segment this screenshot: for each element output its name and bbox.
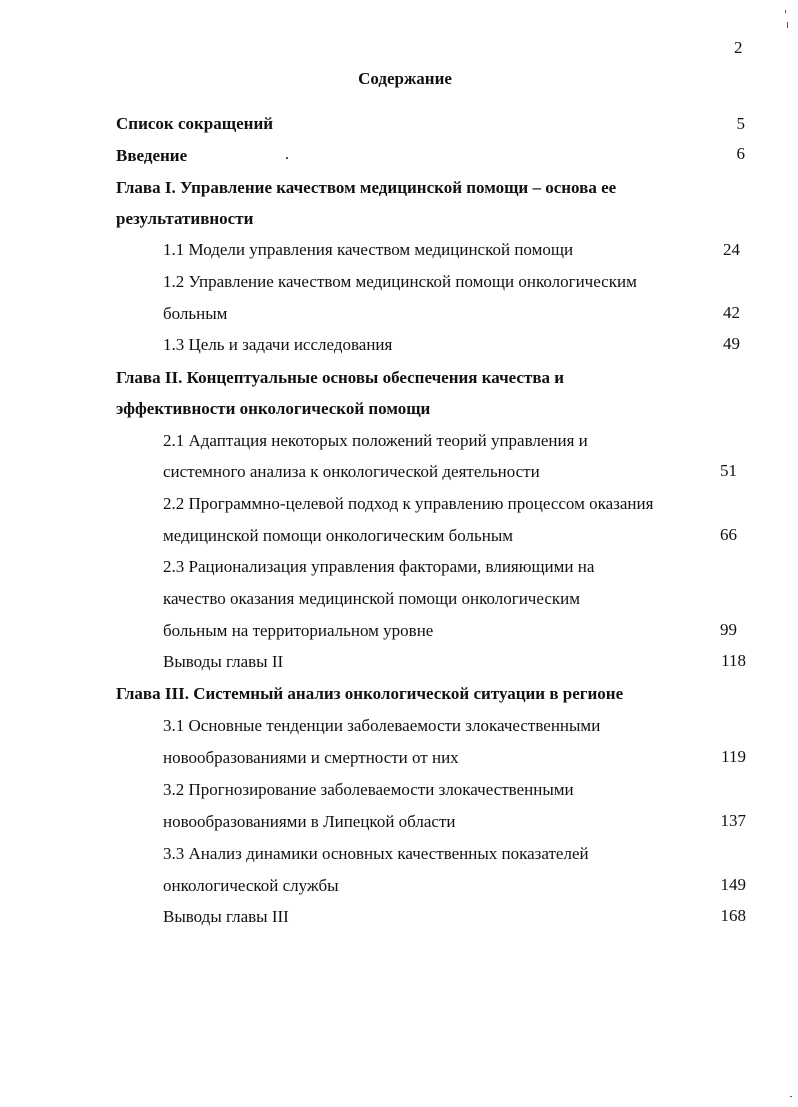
toc-page-number: 51 (720, 461, 737, 480)
scan-speck (790, 1096, 792, 1097)
toc-section-2-2-cont: медицинской помощи онкологическим больным (163, 526, 514, 545)
toc-page-number: 5 (736, 114, 745, 133)
toc-page-number: 42 (723, 303, 740, 322)
toc-section-1-2-cont: больным (163, 304, 228, 323)
toc-section-1-3: 1.3 Цель и задачи исследования (163, 335, 393, 354)
toc-section-2-1-cont: системного анализа к онкологической деятельности (163, 462, 540, 481)
toc-chapter-3-heading: Глава III. Системный анализ онкологической ситуации в регионе (116, 684, 624, 703)
toc-section-1-1: 1.1 Модели управления качеством медицинской помощи (163, 240, 574, 259)
toc-chapter-2-heading: Глава II. Концептуальные основы обеспечения качества и (116, 368, 565, 387)
toc-page-number: 99 (720, 620, 737, 639)
toc-page-number: 119 (721, 747, 746, 766)
toc-section-2-3-cont2: больным на территориальном уровне (163, 621, 434, 640)
toc-entry-abbreviations: Список сокращений (116, 114, 274, 133)
toc-chapter-3-conclusions: Выводы главы III (163, 907, 289, 926)
toc-chapter-2-conclusions: Выводы главы II (163, 652, 284, 671)
scan-speck (286, 157, 288, 159)
toc-page-number: 6 (736, 144, 745, 163)
page-title: Содержание (358, 69, 452, 88)
scan-speck (785, 10, 786, 13)
toc-chapter-1-heading: Глава I. Управление качеством медицинской помощи – основа ее (116, 178, 617, 197)
toc-entry-introduction: Введение (116, 146, 188, 165)
toc-section-3-3: 3.3 Анализ динамики основных качественных показателей (163, 844, 589, 863)
toc-section-3-1-cont: новообразованиями и смертности от них (163, 748, 459, 767)
toc-section-2-1: 2.1 Адаптация некоторых положений теорий управления и (163, 431, 588, 450)
toc-page-number: 168 (720, 906, 746, 925)
page-number: 2 (734, 38, 743, 57)
toc-page-number: 118 (721, 651, 746, 670)
toc-chapter-1-heading-cont: результативности (116, 209, 254, 228)
toc-section-3-2: 3.2 Прогнозирование заболеваемости злокачественными (163, 780, 574, 799)
toc-page-number: 137 (720, 811, 746, 830)
toc-chapter-2-heading-cont: эффективности онкологической помощи (116, 399, 431, 418)
toc-section-3-1: 3.1 Основные тенденции заболеваемости злокачественными (163, 716, 601, 735)
toc-section-2-3-cont: качество оказания медицинской помощи онкологическим (163, 589, 580, 608)
toc-section-3-2-cont: новообразованиями в Липецкой области (163, 812, 456, 831)
toc-page-number: 149 (720, 875, 746, 894)
toc-page-number: 49 (723, 334, 740, 353)
toc-page-number: 66 (720, 525, 737, 544)
toc-section-2-3: 2.3 Рационализация управления факторами, влияющими на (163, 557, 595, 576)
toc-page-number: 24 (723, 240, 740, 259)
toc-section-3-3-cont: онкологической службы (163, 876, 339, 895)
scan-speck (787, 22, 788, 28)
toc-section-1-2: 1.2 Управление качеством медицинской помощи онкологическим (163, 272, 637, 291)
toc-section-2-2: 2.2 Программно-целевой подход к управлению процессом оказания (163, 494, 654, 513)
